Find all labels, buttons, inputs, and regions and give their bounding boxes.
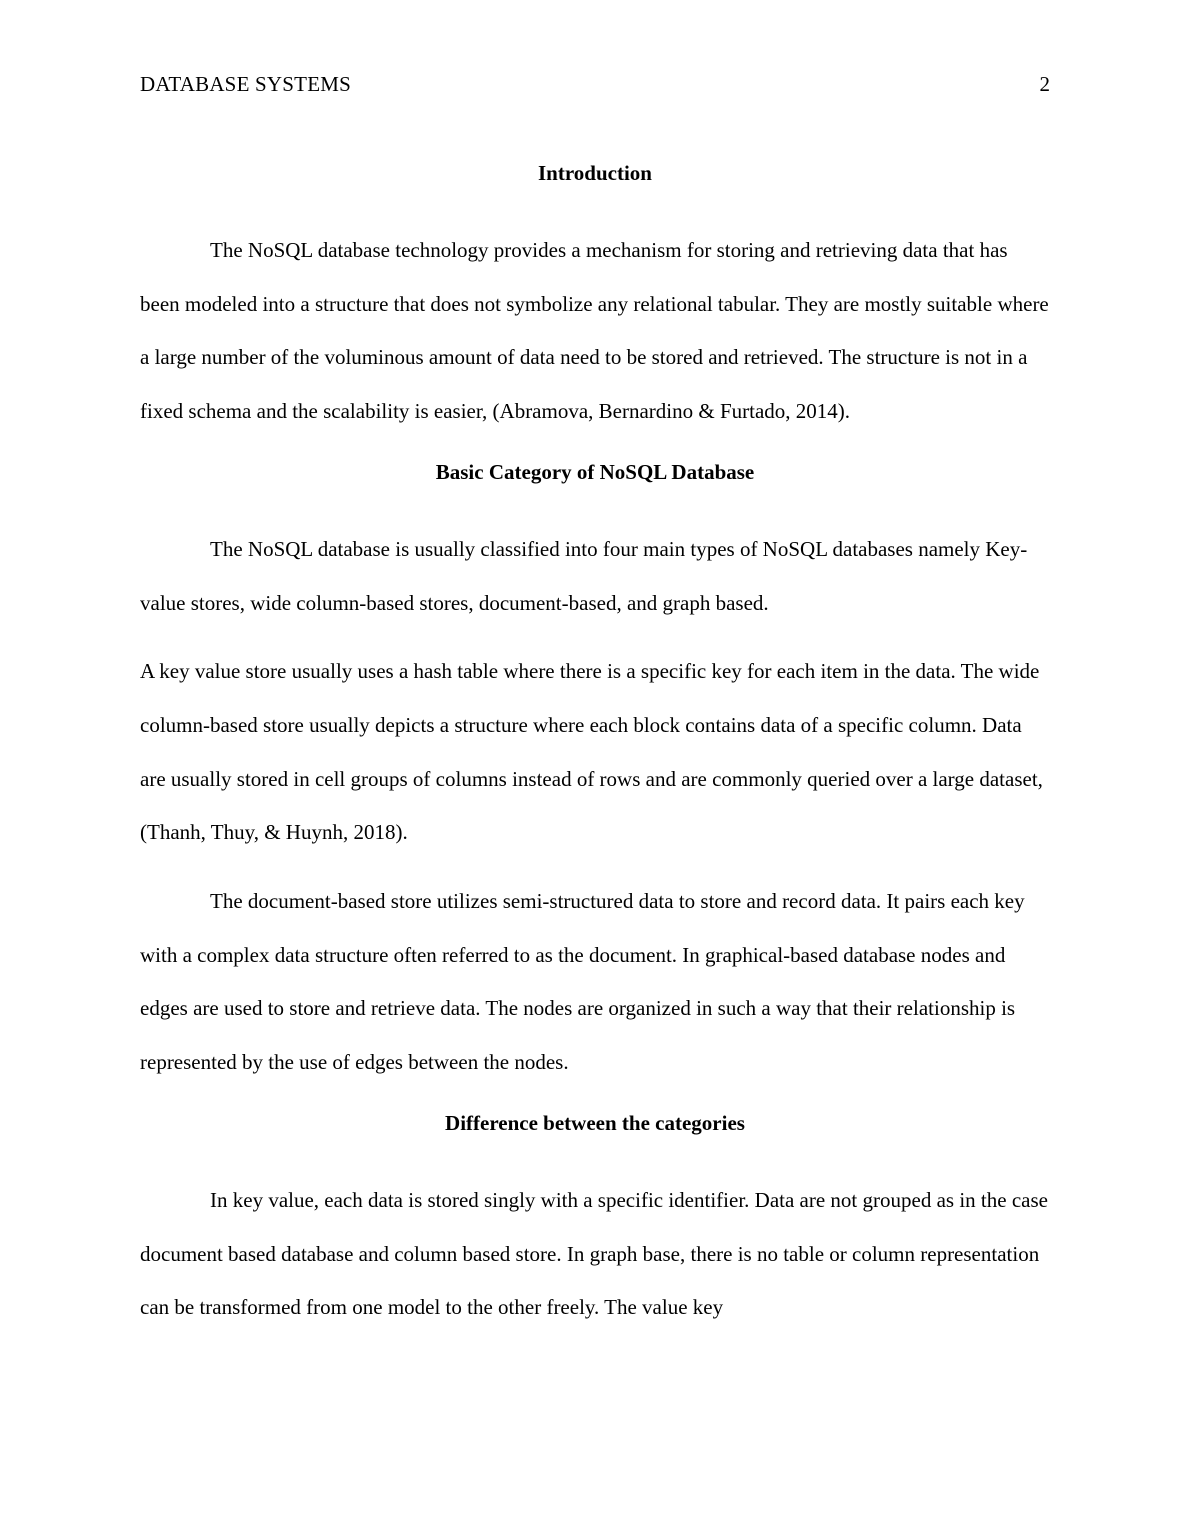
heading-introduction: Introduction (538, 161, 652, 185)
running-head: DATABASE SYSTEMS (140, 72, 351, 96)
paragraph-key-value-column: A key value store usually uses a hash table where there is a specific key for each item in the data. The wide column-based store usually depicts a structure where each block contains data of a specific column. Data are usually stored in cell groups of columns instead of rows and are commonly queried over a large dataset, (Thanh, Thuy, & Huynh, 2018). (140, 659, 1043, 845)
heading-basic-category: Basic Category of NoSQL Database (435, 459, 755, 484)
document-body (140, 155, 1050, 1335)
paragraph-introduction: The NoSQL database technology provides a mechanism for storing and retrieving data that has been modeled into a structure that does not symbolize any relational tabular. They are mostly suitable where a large number of the voluminous amount of data need to be stored and retrieved. The structure is not in a fixed schema and the scalability is easier, (Abramova, Bernardino & Furtado, 2014). (140, 238, 1049, 424)
paragraph-difference: In key value, each data is stored singly with a specific identifier. Data are not grouped as in the case document based database and column based store. In graph base, there is no table or column representation can be transformed from one model to the other freely. The value key (140, 1187, 1048, 1320)
heading-difference: Difference between the categories (445, 1110, 745, 1135)
paragraph-categories-intro: The NoSQL database is usually classified into four main types of NoSQL databases namely Key-value stores, wide column-based stores, document-based, and graph based. (140, 536, 1028, 615)
page-number: 2 (1039, 72, 1050, 96)
paragraph-document-graph: The document-based store utilizes semi-structured data to store and record data. It pairs each key with a complex data structure often referred to as the document. In graphical-based database nodes and edges are used to store and retrieve data. The nodes are organized in such a way that their relationship is represented by the use of edges between the nodes. (140, 889, 1025, 1075)
